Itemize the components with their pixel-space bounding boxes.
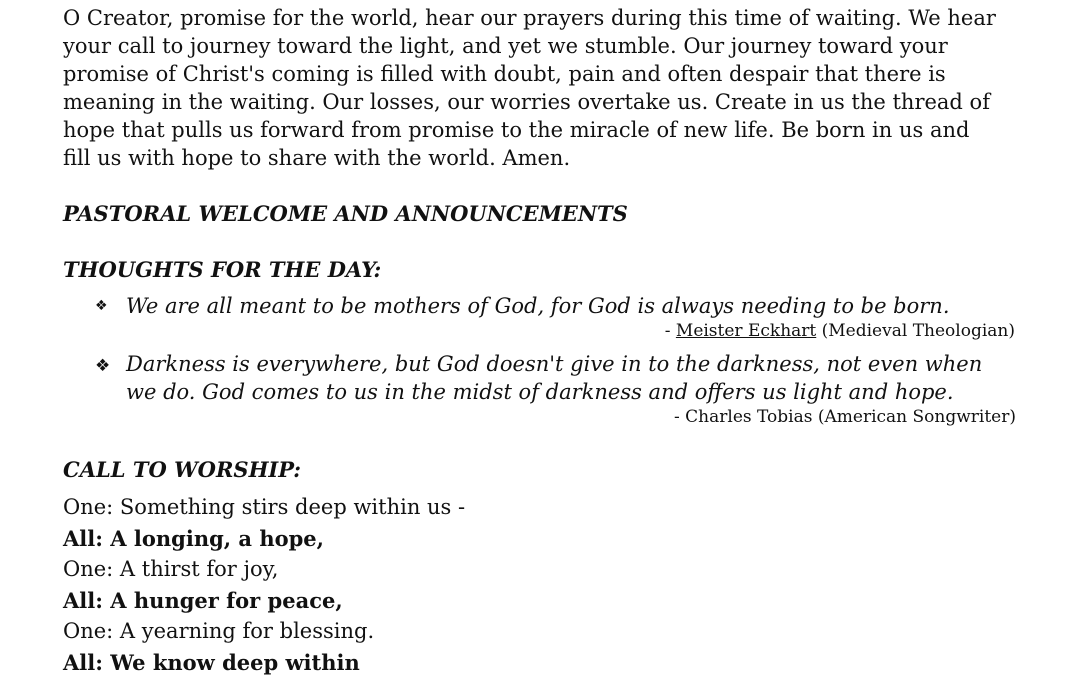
- litany-line-one: One: Something stirs deep within us -: [63, 495, 466, 519]
- call-to-worship-litany: [63, 492, 1023, 678]
- heading-pastoral-welcome: PASTORAL WELCOME AND ANNOUNCEMENTS: [63, 201, 628, 226]
- attribution-role: (American Songwriter): [812, 407, 1016, 427]
- quote-line: we do. God comes to us in the midst of darkness and offers us light and hope.: [126, 380, 954, 404]
- opening-prayer: [63, 4, 1023, 172]
- bulletin-page: [63, 4, 1023, 678]
- heading-call-to-worship: CALL TO WORSHIP:: [63, 457, 302, 482]
- prayer-line: O Creator, promise for the world, hear our prayers during this time of waiting. We hear: [63, 6, 996, 30]
- litany-line-one: One: A yearning for blessing.: [63, 619, 375, 643]
- diamond-bullet-icon: ❖: [95, 298, 108, 314]
- prayer-line: your call to journey toward the light, and yet we stumble. Our journey toward your: [63, 34, 948, 58]
- heading-thoughts-for-the-day: THOUGHTS FOR THE DAY:: [63, 257, 382, 282]
- litany-line-all: All: We know deep within: [63, 650, 360, 675]
- prayer-line: meaning in the waiting. Our losses, our worries overtake us. Create in us the thread of: [63, 90, 990, 114]
- litany-line-one: One: A thirst for joy,: [63, 557, 279, 581]
- litany-line-all: All: A longing, a hope,: [63, 526, 324, 551]
- attribution-author-link[interactable]: Meister Eckhart: [675, 321, 817, 341]
- quote-item: [63, 350, 1023, 428]
- attribution-author: Charles Tobias: [685, 407, 813, 427]
- quote-text: [126, 350, 1023, 406]
- prayer-line: hope that pulls us forward from promise to the miracle of new life. Be born in us and: [63, 118, 970, 142]
- litany-line-all: All: A hunger for peace,: [63, 588, 343, 613]
- prayer-line: promise of Christ's coming is filled with doubt, pain and often despair that there is: [63, 62, 946, 86]
- attribution-dash: -: [664, 321, 676, 341]
- quotes-list: [63, 292, 1023, 428]
- diamond-bullet-icon: ❖: [95, 356, 111, 376]
- attribution-dash: -: [674, 407, 686, 427]
- prayer-line: fill us with hope to share with the world. Amen.: [63, 146, 571, 170]
- quote-item: [63, 292, 1023, 342]
- quote-attribution: [126, 406, 1023, 428]
- quote-line: We are all meant to be mothers of God, for God is always needing to be born.: [126, 294, 950, 318]
- attribution-role: (Medieval Theologian): [816, 321, 1015, 341]
- quote-text: [126, 292, 1023, 320]
- quote-line: Darkness is everywhere, but God doesn't give in to the darkness, not even when: [126, 352, 983, 376]
- quote-attribution: [126, 320, 1023, 342]
